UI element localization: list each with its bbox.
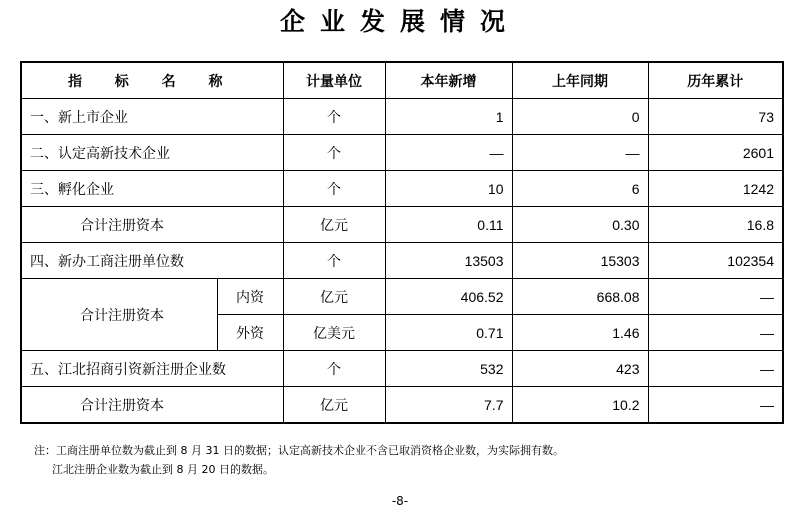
row-new: 10 bbox=[385, 171, 512, 207]
table-row bbox=[21, 207, 783, 243]
header-cumulative: 历年累计 bbox=[648, 62, 783, 99]
row-label: 三、孵化企业 bbox=[21, 171, 283, 207]
row-label: 四、新办工商注册单位数 bbox=[21, 243, 283, 279]
row-total: 16.8 bbox=[648, 207, 783, 243]
row-label: 二、认定高新技术企业 bbox=[21, 135, 283, 171]
footnotes bbox=[34, 441, 564, 479]
row-new: 13503 bbox=[385, 243, 512, 279]
row-unit: 个 bbox=[283, 351, 385, 387]
row-label: 合计注册资本 bbox=[21, 279, 217, 351]
page-number: -8- bbox=[391, 494, 409, 508]
row-prev: 668.08 bbox=[512, 279, 648, 315]
row-total: 73 bbox=[648, 99, 783, 135]
footnote-line: 江北注册企业数为截止到 8 月 20 日的数据。 bbox=[52, 463, 274, 476]
table-row bbox=[21, 99, 783, 135]
row-total: 1242 bbox=[648, 171, 783, 207]
row-new: 0.71 bbox=[385, 315, 512, 351]
row-prev: 6 bbox=[512, 171, 648, 207]
row-prev: 1.46 bbox=[512, 315, 648, 351]
row-label: 合计注册资本 bbox=[21, 207, 283, 243]
table-row bbox=[21, 243, 783, 279]
enterprise-development-table bbox=[20, 61, 784, 424]
row-unit: 个 bbox=[283, 171, 385, 207]
row-total: — bbox=[648, 315, 783, 351]
table-row bbox=[21, 351, 783, 387]
table-row bbox=[21, 135, 783, 171]
row-unit: 亿元 bbox=[283, 279, 385, 315]
table-header-row bbox=[21, 62, 783, 99]
row-total: 102354 bbox=[648, 243, 783, 279]
row-new: 1 bbox=[385, 99, 512, 135]
table-row bbox=[21, 171, 783, 207]
row-new: — bbox=[385, 135, 512, 171]
row-total: — bbox=[648, 351, 783, 387]
row-unit: 亿美元 bbox=[283, 315, 385, 351]
row-sub-label: 外资 bbox=[217, 315, 283, 351]
row-total: 2601 bbox=[648, 135, 783, 171]
table-row bbox=[21, 279, 783, 315]
row-prev: 0 bbox=[512, 99, 648, 135]
row-new: 0.11 bbox=[385, 207, 512, 243]
row-prev: 0.30 bbox=[512, 207, 648, 243]
row-new: 532 bbox=[385, 351, 512, 387]
header-unit: 计量单位 bbox=[283, 62, 385, 99]
row-sub-label: 内资 bbox=[217, 279, 283, 315]
row-new: 406.52 bbox=[385, 279, 512, 315]
row-total: — bbox=[648, 279, 783, 315]
row-new: 7.7 bbox=[385, 387, 512, 424]
row-prev: — bbox=[512, 135, 648, 171]
page-title: 企业发展情况 bbox=[279, 7, 520, 36]
row-prev: 15303 bbox=[512, 243, 648, 279]
row-unit: 亿元 bbox=[283, 387, 385, 424]
table-row bbox=[21, 387, 783, 424]
row-label: 合计注册资本 bbox=[21, 387, 283, 424]
row-unit: 个 bbox=[283, 99, 385, 135]
header-last-year: 上年同期 bbox=[512, 62, 648, 99]
header-this-year: 本年新增 bbox=[385, 62, 512, 99]
row-unit: 个 bbox=[283, 135, 385, 171]
row-prev: 10.2 bbox=[512, 387, 648, 424]
row-unit: 个 bbox=[283, 243, 385, 279]
footnote-line: 注：工商注册单位数为截止到 8 月 31 日的数据；认定高新技术企业不含已取消资格企业数，为实际拥有数。 bbox=[34, 444, 564, 457]
row-label: 一、新上市企业 bbox=[21, 99, 283, 135]
row-label: 五、江北招商引资新注册企业数 bbox=[21, 351, 283, 387]
row-prev: 423 bbox=[512, 351, 648, 387]
row-total: — bbox=[648, 387, 783, 424]
header-indicator-name: 指 标 名 称 bbox=[21, 62, 283, 99]
row-unit: 亿元 bbox=[283, 207, 385, 243]
